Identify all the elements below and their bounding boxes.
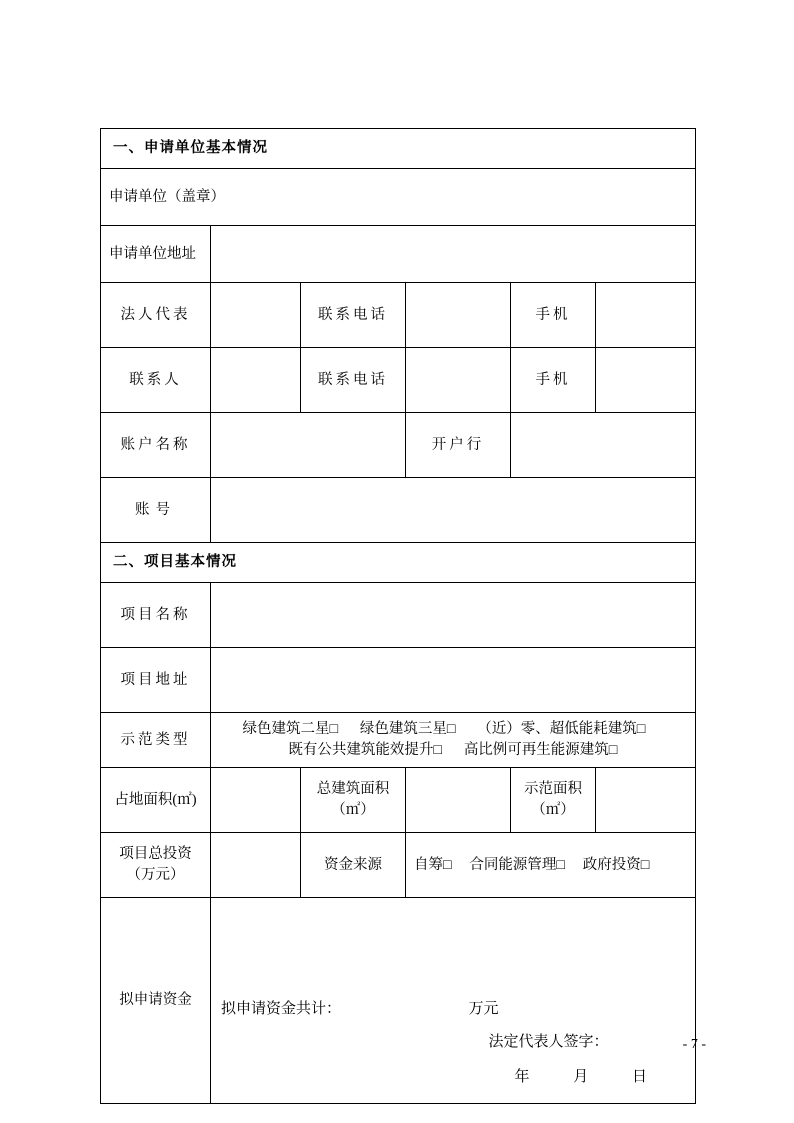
signature-date-row xyxy=(488,1067,685,1089)
demo-type-option-green2[interactable]: 绿色建筑二星□ xyxy=(242,721,339,738)
table-row xyxy=(101,543,696,583)
fund-source-options xyxy=(406,833,696,898)
total-build-area-label-line1: 总建筑面积 xyxy=(316,781,390,798)
total-invest-label-line2: （万元） xyxy=(126,867,185,884)
table-row xyxy=(101,129,696,169)
table-row xyxy=(101,413,696,478)
contact-input[interactable] xyxy=(211,348,301,413)
total-build-area-input[interactable] xyxy=(406,768,511,833)
apply-fund-total-label: 拟申请资金共计： xyxy=(221,1000,342,1017)
apply-fund-label: 拟申请资金 xyxy=(101,898,211,1104)
applicant-address-label: 申请单位地址 xyxy=(101,226,211,283)
fund-source-option-self[interactable]: 自筹□ xyxy=(414,856,452,873)
apply-fund-unit: 万元 xyxy=(468,1000,499,1017)
apply-fund-area xyxy=(211,898,696,1104)
fund-source-option-emc[interactable]: 合同能源管理□ xyxy=(469,856,566,873)
total-invest-label-line1: 项目总投资 xyxy=(119,846,192,863)
date-year-label: 年 xyxy=(514,1069,532,1086)
section-1-title: 一、申请单位基本情况 xyxy=(101,129,696,169)
project-address-input[interactable] xyxy=(211,648,696,713)
demo-area-label xyxy=(511,768,596,833)
project-address-label: 项目地址 xyxy=(101,648,211,713)
legal-phone-label: 联系电话 xyxy=(301,283,406,348)
total-invest-label xyxy=(101,833,211,898)
demo-type-label: 示范类型 xyxy=(101,713,211,768)
contact-phone-label: 联系电话 xyxy=(301,348,406,413)
table-row xyxy=(101,768,696,833)
table-row xyxy=(101,583,696,648)
legal-rep-label: 法人代表 xyxy=(101,283,211,348)
table-row xyxy=(101,226,696,283)
total-invest-input[interactable] xyxy=(211,833,301,898)
table-row xyxy=(101,348,696,413)
demo-area-label-line2: （㎡） xyxy=(531,802,575,819)
legal-mobile-input[interactable] xyxy=(596,283,696,348)
contact-label: 联系人 xyxy=(101,348,211,413)
bank-label: 开户行 xyxy=(406,413,511,478)
demo-type-option-renewable[interactable]: 高比例可再生能源建筑□ xyxy=(463,742,618,759)
table-row xyxy=(101,713,696,768)
total-build-area-label-line2: （㎡） xyxy=(331,802,375,819)
form-table xyxy=(100,128,696,1104)
fund-source-label: 资金来源 xyxy=(301,833,406,898)
applicant-unit-label: 申请单位（盖章） xyxy=(101,169,696,226)
land-area-input[interactable] xyxy=(211,768,301,833)
contact-mobile-label: 手机 xyxy=(511,348,596,413)
application-form xyxy=(100,128,695,1104)
legal-mobile-label: 手机 xyxy=(511,283,596,348)
total-build-area-label xyxy=(301,768,406,833)
legal-rep-input[interactable] xyxy=(211,283,301,348)
table-row xyxy=(101,833,696,898)
project-name-input[interactable] xyxy=(211,583,696,648)
demo-type-options xyxy=(211,713,696,768)
section-2-title: 二、项目基本情况 xyxy=(101,543,696,583)
land-area-label: 占地面积(㎡) xyxy=(101,768,211,833)
table-row xyxy=(101,283,696,348)
apply-fund-total-row xyxy=(211,981,695,1021)
applicant-address-input[interactable] xyxy=(211,226,696,283)
legal-phone-input[interactable] xyxy=(406,283,511,348)
demo-type-option-nzeb[interactable]: （近）零、超低能耗建筑□ xyxy=(477,721,646,738)
signature-label: 法定代表人签字： xyxy=(488,1033,609,1050)
signature-block xyxy=(488,1032,685,1090)
fund-source-option-gov[interactable]: 政府投资□ xyxy=(582,856,650,873)
demo-area-label-line1: 示范面积 xyxy=(524,781,582,798)
demo-type-option-green3[interactable]: 绿色建筑三星□ xyxy=(359,721,456,738)
demo-area-input[interactable] xyxy=(596,768,696,833)
table-row xyxy=(101,478,696,543)
account-no-label: 账号 xyxy=(101,478,211,543)
table-row xyxy=(101,898,696,1104)
account-name-label: 账户名称 xyxy=(101,413,211,478)
contact-phone-input[interactable] xyxy=(406,348,511,413)
project-name-label: 项目名称 xyxy=(101,583,211,648)
date-day-label: 日 xyxy=(631,1069,649,1086)
date-month-label: 月 xyxy=(573,1069,591,1086)
page-number: - 7 - xyxy=(682,1037,706,1052)
account-no-input[interactable] xyxy=(211,478,696,543)
contact-mobile-input[interactable] xyxy=(596,348,696,413)
table-row xyxy=(101,648,696,713)
bank-input[interactable] xyxy=(511,413,696,478)
table-row xyxy=(101,169,696,226)
account-name-input[interactable] xyxy=(211,413,406,478)
demo-type-option-retrofit[interactable]: 既有公共建筑能效提升□ xyxy=(288,742,443,759)
